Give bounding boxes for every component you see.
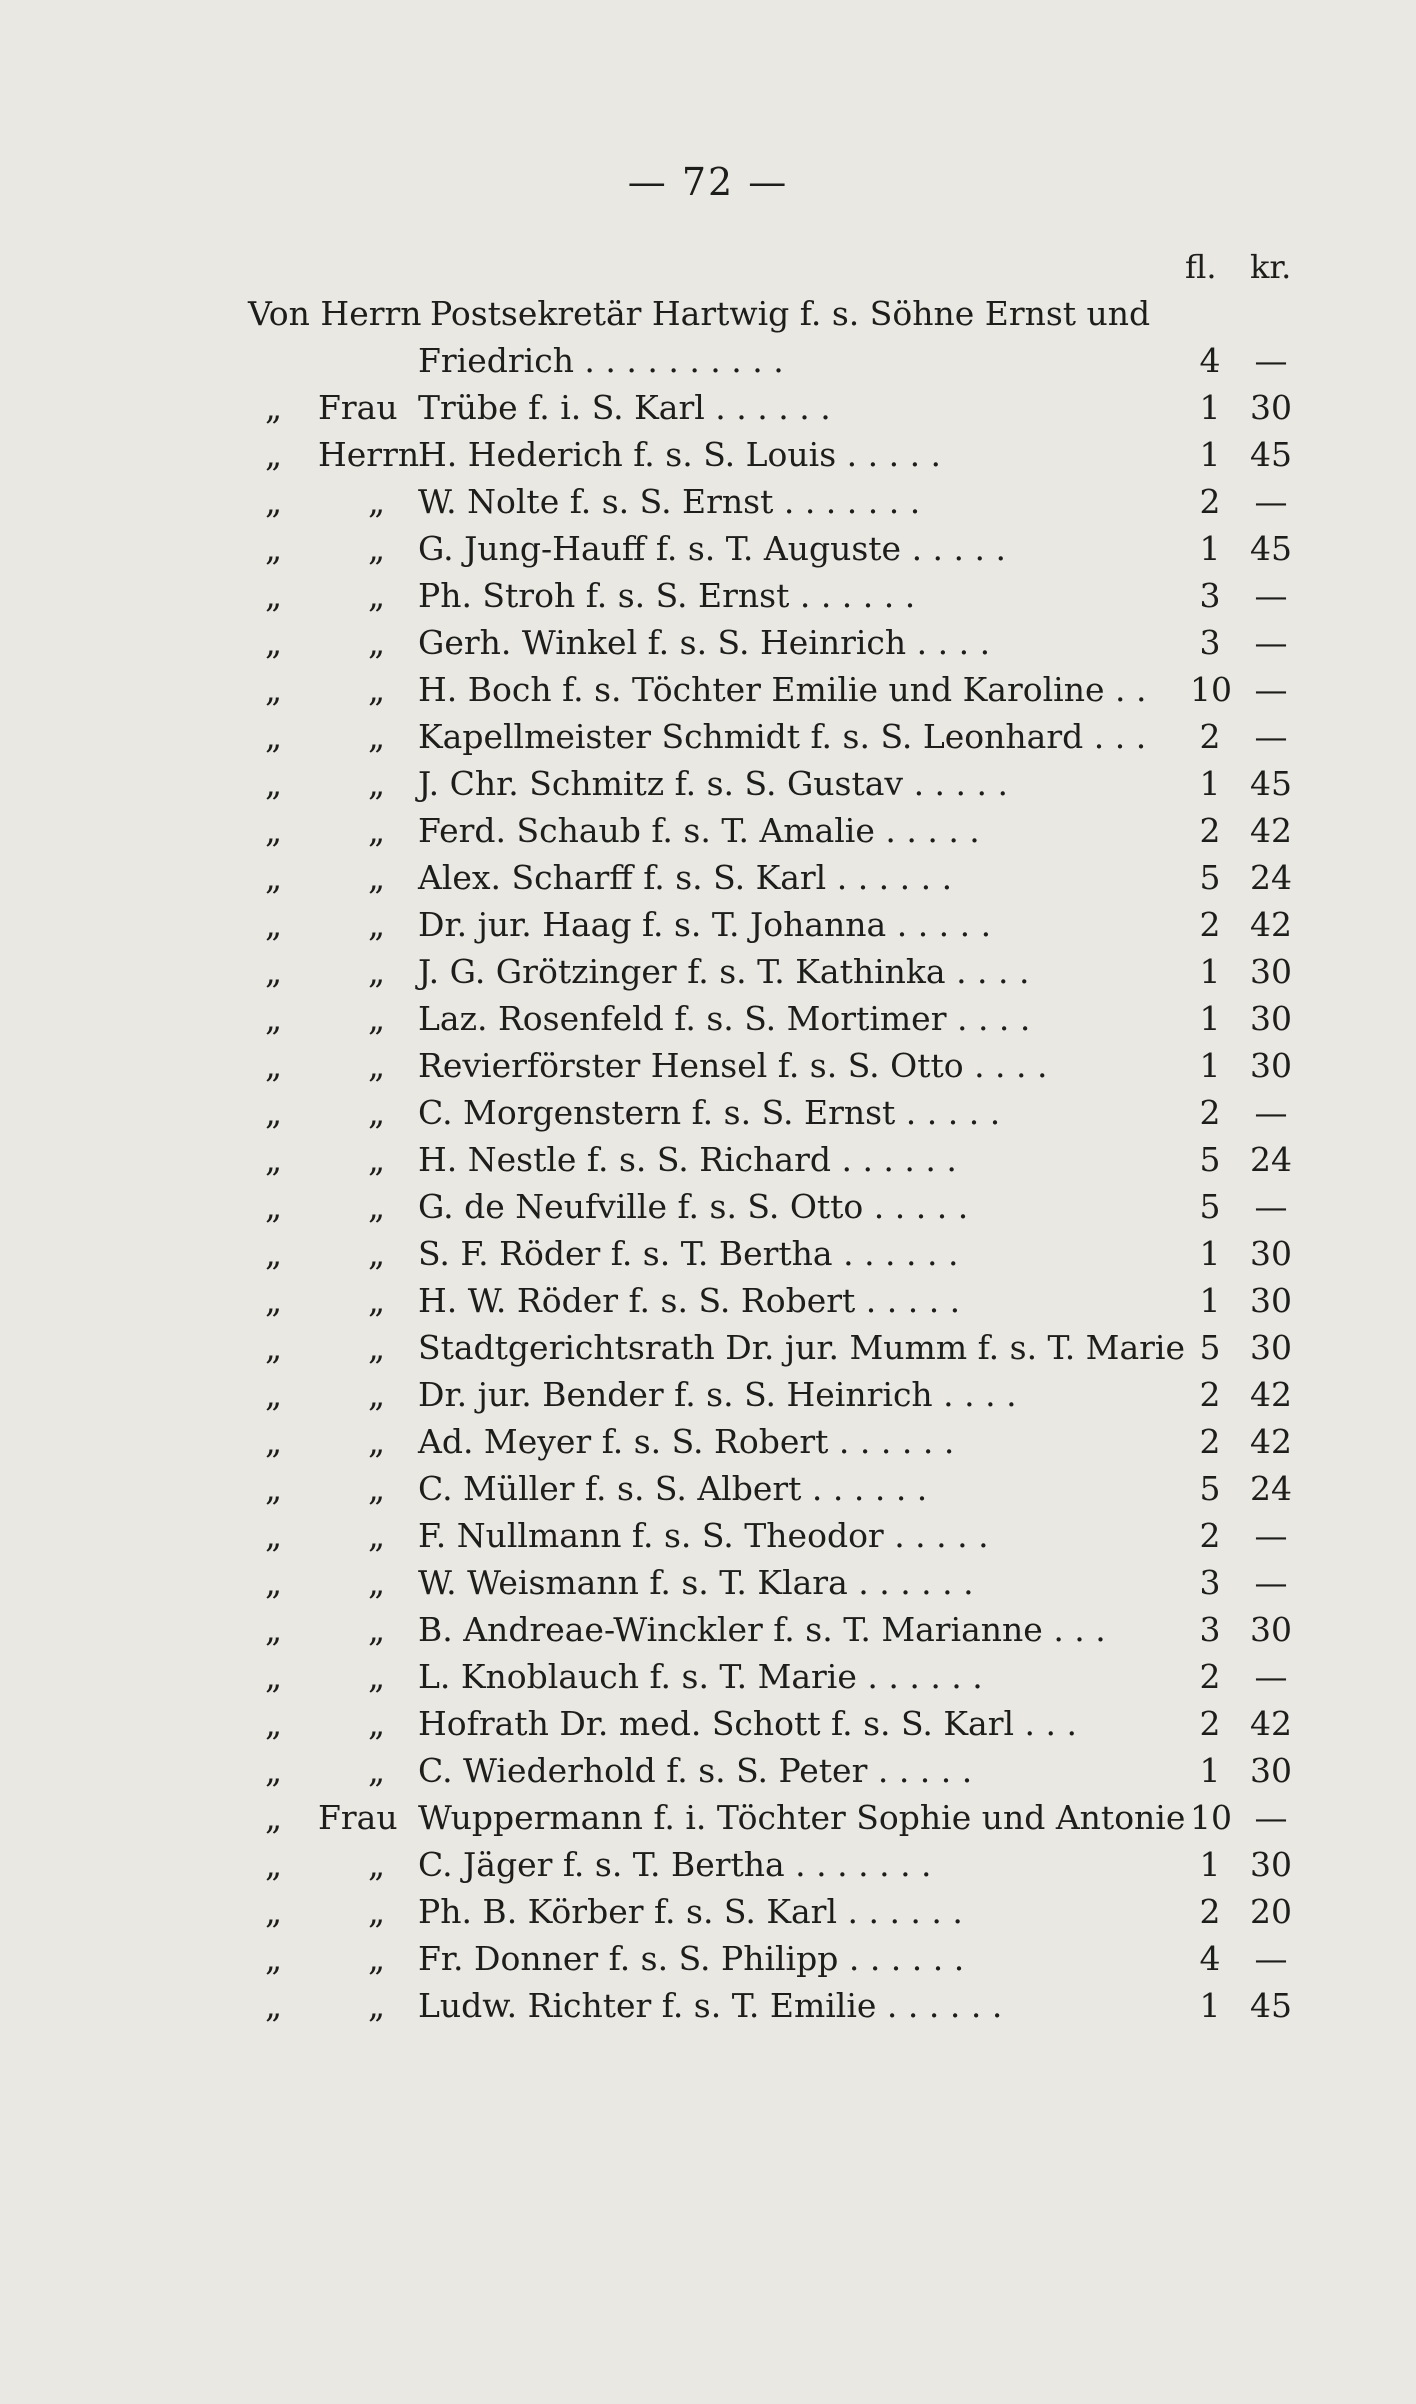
list-item	[0, 1089, 1416, 1136]
amount-fl: 2	[1199, 905, 1221, 944]
entry-text: C. Jäger f. s. T. Bertha . . . . . . .	[418, 1845, 932, 1884]
ditto-mark: „	[368, 1328, 386, 1367]
entry-text: C. Morgenstern f. s. S. Ernst . . . . .	[418, 1093, 1001, 1132]
list-item	[0, 1606, 1416, 1653]
list-item	[0, 1747, 1416, 1794]
amount-fl: 1	[1199, 1751, 1221, 1790]
ditto-mark: „	[368, 811, 386, 850]
ditto-mark: „	[368, 1563, 386, 1602]
ditto-mark: „	[368, 1140, 386, 1179]
amount-fl: 5	[1199, 1328, 1221, 1367]
ditto-mark: „	[265, 1422, 283, 1461]
list-item	[0, 1559, 1416, 1606]
ditto-mark: „	[368, 1751, 386, 1790]
list-item	[0, 995, 1416, 1042]
amount-fl: 1	[1199, 1046, 1221, 1085]
ditto-mark: „	[265, 670, 283, 709]
ditto-mark: „	[265, 1516, 283, 1555]
amount-fl: 2	[1199, 1704, 1221, 1743]
ditto-mark: „	[265, 576, 283, 615]
entry-text: F. Nullmann f. s. S. Theodor . . . . .	[418, 1516, 989, 1555]
amount-fl: 3	[1199, 576, 1221, 615]
entry-text: H. Nestle f. s. S. Richard . . . . . .	[418, 1140, 957, 1179]
entry-text: G. Jung-Hauff f. s. T. Auguste . . . . .	[418, 529, 1006, 568]
ditto-mark: „	[368, 1939, 386, 1978]
amount-fl: 2	[1199, 1422, 1221, 1461]
list-item	[0, 854, 1416, 901]
entry-text: C. Wiederhold f. s. S. Peter . . . . .	[418, 1751, 973, 1790]
ditto-mark: „	[265, 1046, 283, 1085]
ditto-mark: „	[265, 1939, 283, 1978]
list-item	[0, 1183, 1416, 1230]
amount-kr: —	[1254, 576, 1288, 615]
amount-kr: 30	[1250, 1845, 1292, 1884]
amount-kr: 30	[1250, 999, 1292, 1038]
ditto-mark: „	[368, 623, 386, 662]
amount-fl: 5	[1199, 858, 1221, 897]
amount-kr: 42	[1250, 905, 1292, 944]
amount-fl: 10	[1190, 670, 1232, 709]
ditto-mark: „	[265, 1140, 283, 1179]
entry-text: Ludw. Richter f. s. T. Emilie . . . . . .	[418, 1986, 1003, 2025]
amount-fl: 1	[1199, 1281, 1221, 1320]
list-item	[0, 1700, 1416, 1747]
ditto-mark: „	[265, 1281, 283, 1320]
ditto-mark: „	[368, 1469, 386, 1508]
amount-kr: 30	[1250, 1751, 1292, 1790]
ditto-mark: „	[368, 717, 386, 756]
entry-text: Laz. Rosenfeld f. s. S. Mortimer . . . .	[418, 999, 1031, 1038]
ditto-mark: „	[368, 1516, 386, 1555]
amount-kr: 42	[1250, 811, 1292, 850]
amount-kr: 42	[1250, 1422, 1292, 1461]
list-item	[0, 1136, 1416, 1183]
list-item	[0, 1653, 1416, 1700]
list-item	[0, 572, 1416, 619]
ditto-mark: „	[368, 1892, 386, 1931]
amount-fl: 1	[1199, 999, 1221, 1038]
entry-text: Alex. Scharff f. s. S. Karl . . . . . .	[418, 858, 953, 897]
amount-kr: —	[1254, 1563, 1288, 1602]
donation-list	[0, 290, 1416, 2029]
entry-text: Ad. Meyer f. s. S. Robert . . . . . .	[418, 1422, 955, 1461]
list-item	[0, 1888, 1416, 1935]
list-item	[0, 760, 1416, 807]
ditto-mark: „	[265, 1986, 283, 2025]
ditto-mark: „	[368, 1187, 386, 1226]
header-fl: fl.	[1185, 248, 1217, 286]
entry-text: C. Müller f. s. S. Albert . . . . . .	[418, 1469, 928, 1508]
entry-text: Hofrath Dr. med. Schott f. s. S. Karl . . .	[418, 1704, 1077, 1743]
entry-text: W. Weismann f. s. T. Klara . . . . . .	[418, 1563, 974, 1602]
page-number: — 72 —	[627, 160, 789, 204]
list-item	[0, 525, 1416, 572]
list-item	[0, 666, 1416, 713]
list-item	[0, 1277, 1416, 1324]
amount-kr: 20	[1250, 1892, 1292, 1931]
ditto-mark: „	[368, 1234, 386, 1273]
entry-title: Frau	[318, 1798, 398, 1837]
amount-kr: 45	[1250, 529, 1292, 568]
list-item	[0, 290, 1416, 337]
amount-fl: 2	[1199, 1516, 1221, 1555]
entry-text: H. Hederich f. s. S. Louis . . . . .	[418, 435, 942, 474]
ditto-mark: „	[265, 1469, 283, 1508]
amount-kr: 30	[1250, 952, 1292, 991]
amount-fl: 1	[1199, 764, 1221, 803]
entry-text: Stadtgerichtsrath Dr. jur. Mumm f. s. T. Marie	[418, 1328, 1186, 1367]
amount-kr: —	[1254, 670, 1288, 709]
list-item	[0, 478, 1416, 525]
ditto-mark: „	[265, 1798, 283, 1837]
amount-kr: 45	[1250, 435, 1292, 474]
amount-fl: 1	[1199, 1234, 1221, 1273]
ditto-mark: „	[265, 717, 283, 756]
ditto-mark: „	[265, 1751, 283, 1790]
amount-fl: 2	[1199, 1093, 1221, 1132]
entry-text: H. Boch f. s. Töchter Emilie und Karoline . .	[418, 670, 1147, 709]
list-item	[0, 1418, 1416, 1465]
entry-text: Friedrich . . . . . . . . . .	[418, 341, 784, 380]
ditto-mark: „	[265, 388, 283, 427]
list-item	[0, 1935, 1416, 1982]
amount-fl: 1	[1199, 435, 1221, 474]
amount-fl: 1	[1199, 1845, 1221, 1884]
ditto-mark: „	[265, 1093, 283, 1132]
amount-kr: —	[1254, 1093, 1288, 1132]
amount-kr: 30	[1250, 1328, 1292, 1367]
ditto-mark: „	[265, 1234, 283, 1273]
list-item	[0, 1230, 1416, 1277]
amount-kr: —	[1254, 623, 1288, 662]
entry-text: Dr. jur. Bender f. s. S. Heinrich . . . .	[418, 1375, 1017, 1414]
ditto-mark: „	[265, 1328, 283, 1367]
list-item	[0, 431, 1416, 478]
amount-kr: 30	[1250, 388, 1292, 427]
ditto-mark: „	[265, 529, 283, 568]
amount-kr: —	[1254, 1939, 1288, 1978]
ditto-mark: „	[368, 1375, 386, 1414]
entry-text: Ph. B. Körber f. s. S. Karl . . . . . .	[418, 1892, 963, 1931]
amount-fl: 3	[1199, 1563, 1221, 1602]
amount-kr: 30	[1250, 1610, 1292, 1649]
ditto-mark: „	[265, 482, 283, 521]
ditto-mark: „	[265, 764, 283, 803]
amount-fl: 5	[1199, 1187, 1221, 1226]
entry-title: Herrn	[318, 435, 420, 474]
amount-kr: —	[1254, 1798, 1288, 1837]
list-item	[0, 1465, 1416, 1512]
ditto-mark: „	[368, 1986, 386, 2025]
list-item	[0, 1042, 1416, 1089]
ditto-mark: „	[265, 1845, 283, 1884]
amount-fl: 2	[1199, 811, 1221, 850]
amount-kr: 30	[1250, 1281, 1292, 1320]
amount-kr: 24	[1250, 1140, 1292, 1179]
ditto-mark: „	[368, 1046, 386, 1085]
list-item	[0, 1371, 1416, 1418]
ditto-mark: „	[265, 1187, 283, 1226]
list-item	[0, 384, 1416, 431]
amount-kr: 30	[1250, 1234, 1292, 1273]
entry-text: Revierförster Hensel f. s. S. Otto . . . .	[418, 1046, 1048, 1085]
entry-text: J. G. Grötzinger f. s. T. Kathinka . . . .	[418, 952, 1030, 991]
ditto-mark: „	[368, 999, 386, 1038]
entry-title: Frau	[318, 388, 398, 427]
ditto-mark: „	[265, 1375, 283, 1414]
ditto-mark: „	[265, 1563, 283, 1602]
ditto-mark: „	[368, 1422, 386, 1461]
entry-text: Kapellmeister Schmidt f. s. S. Leonhard . . .	[418, 717, 1147, 756]
ditto-mark: „	[368, 905, 386, 944]
amount-fl: 10	[1190, 1798, 1232, 1837]
ditto-mark: „	[368, 1704, 386, 1743]
list-item	[0, 807, 1416, 854]
ditto-mark: „	[368, 670, 386, 709]
entry-text: Ferd. Schaub f. s. T. Amalie . . . . .	[418, 811, 980, 850]
amount-kr: —	[1254, 1187, 1288, 1226]
list-item	[0, 1512, 1416, 1559]
amount-fl: 3	[1199, 623, 1221, 662]
amount-kr: 24	[1250, 1469, 1292, 1508]
ditto-mark: „	[368, 529, 386, 568]
entry-text: Postsekretär Hartwig f. s. Söhne Ernst und	[430, 294, 1151, 333]
amount-fl: 2	[1199, 482, 1221, 521]
ditto-mark: „	[265, 1610, 283, 1649]
ditto-mark: „	[368, 858, 386, 897]
amount-fl: 2	[1199, 1375, 1221, 1414]
entry-text: L. Knoblauch f. s. T. Marie . . . . . .	[418, 1657, 983, 1696]
list-item	[0, 901, 1416, 948]
amount-kr: 45	[1250, 764, 1292, 803]
amount-fl: 2	[1199, 717, 1221, 756]
ditto-mark: „	[368, 1281, 386, 1320]
entry-text: Ph. Stroh f. s. S. Ernst . . . . . .	[418, 576, 916, 615]
list-item	[0, 1324, 1416, 1371]
amount-fl: 5	[1199, 1469, 1221, 1508]
entry-text: J. Chr. Schmitz f. s. S. Gustav . . . . .	[418, 764, 1008, 803]
entry-text: Trübe f. i. S. Karl . . . . . .	[418, 388, 831, 427]
list-item	[0, 1841, 1416, 1888]
ditto-mark: „	[265, 435, 283, 474]
entry-text: B. Andreae-Winckler f. s. T. Marianne . . .	[418, 1610, 1106, 1649]
ditto-mark: „	[265, 858, 283, 897]
amount-fl: 1	[1199, 388, 1221, 427]
amount-fl: 4	[1199, 1939, 1221, 1978]
ditto-mark: „	[265, 811, 283, 850]
ditto-mark: „	[265, 952, 283, 991]
entry-text: Dr. jur. Haag f. s. T. Johanna . . . . .	[418, 905, 992, 944]
amount-kr: 24	[1250, 858, 1292, 897]
amount-kr: —	[1254, 341, 1288, 380]
header-kr: kr.	[1250, 248, 1292, 286]
amount-kr: 42	[1250, 1704, 1292, 1743]
ditto-mark: „	[368, 1657, 386, 1696]
ditto-mark: „	[265, 905, 283, 944]
amount-fl: 5	[1199, 1140, 1221, 1179]
amount-fl: 2	[1199, 1892, 1221, 1931]
entry-text: H. W. Röder f. s. S. Robert . . . . .	[418, 1281, 961, 1320]
ditto-mark: „	[265, 1657, 283, 1696]
ditto-mark: „	[368, 576, 386, 615]
list-item	[0, 337, 1416, 384]
entry-text: Wuppermann f. i. Töchter Sophie und Antonie	[418, 1798, 1186, 1837]
ditto-mark: „	[368, 1093, 386, 1132]
ditto-mark: „	[368, 1845, 386, 1884]
amount-fl: 1	[1199, 529, 1221, 568]
amount-fl: 1	[1199, 1986, 1221, 2025]
amount-kr: —	[1254, 717, 1288, 756]
ditto-mark: „	[368, 952, 386, 991]
amount-kr: 30	[1250, 1046, 1292, 1085]
ditto-mark: „	[265, 1892, 283, 1931]
amount-fl: 4	[1199, 341, 1221, 380]
entry-text: G. de Neufville f. s. S. Otto . . . . .	[418, 1187, 969, 1226]
entry-text: Fr. Donner f. s. S. Philipp . . . . . .	[418, 1939, 965, 1978]
amount-kr: 45	[1250, 1986, 1292, 2025]
list-item	[0, 713, 1416, 760]
ditto-mark: „	[368, 764, 386, 803]
amount-kr: 42	[1250, 1375, 1292, 1414]
amount-kr: —	[1254, 482, 1288, 521]
entry-text: Gerh. Winkel f. s. S. Heinrich . . . .	[418, 623, 991, 662]
amount-kr: —	[1254, 1657, 1288, 1696]
entry-lead: Von Herrn	[248, 294, 422, 333]
ditto-mark: „	[368, 1610, 386, 1649]
ditto-mark: „	[265, 623, 283, 662]
list-item	[0, 948, 1416, 995]
list-item	[0, 1982, 1416, 2029]
amount-fl: 1	[1199, 952, 1221, 991]
amount-fl: 3	[1199, 1610, 1221, 1649]
entry-text: W. Nolte f. s. S. Ernst . . . . . . .	[418, 482, 921, 521]
ditto-mark: „	[265, 999, 283, 1038]
amount-kr: —	[1254, 1516, 1288, 1555]
ditto-mark: „	[265, 1704, 283, 1743]
list-item	[0, 1794, 1416, 1841]
ditto-mark: „	[368, 482, 386, 521]
amount-fl: 2	[1199, 1657, 1221, 1696]
list-item	[0, 619, 1416, 666]
entry-text: S. F. Röder f. s. T. Bertha . . . . . .	[418, 1234, 959, 1273]
